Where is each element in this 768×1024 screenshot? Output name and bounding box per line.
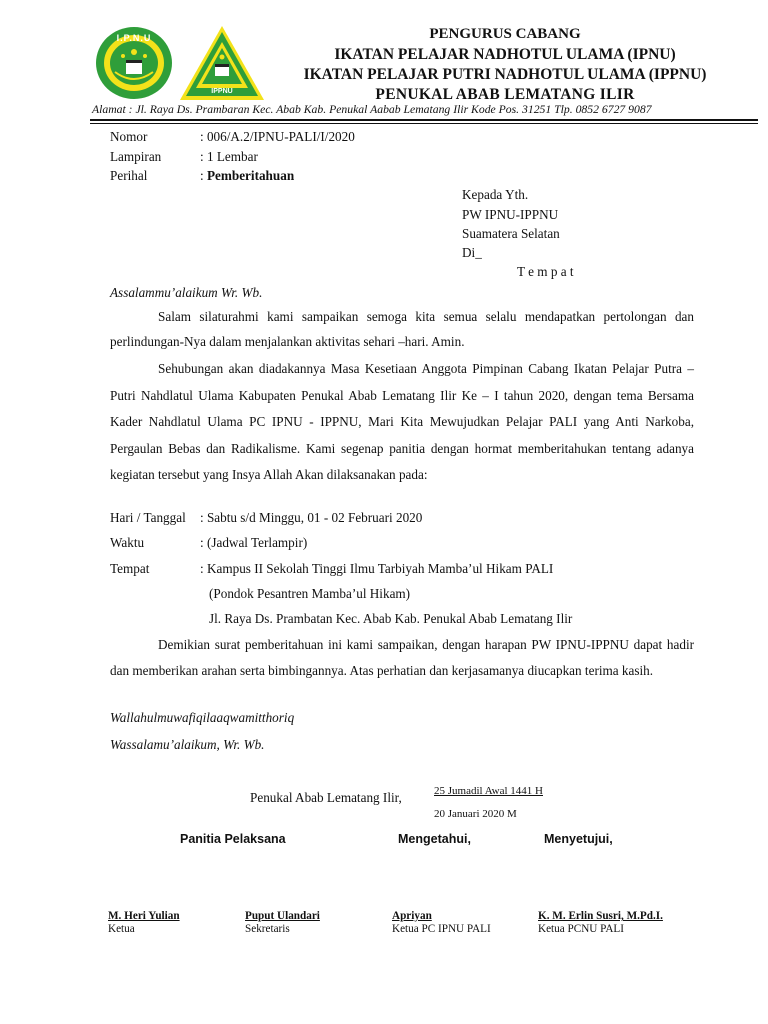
nomor-value: : 006/A.2/IPNU-PALI/I/2020 xyxy=(200,129,355,144)
hari-label: Hari / Tanggal xyxy=(110,510,186,525)
recipient-line-2: PW IPNU-IPPNU xyxy=(462,207,559,222)
date-masehi: 20 Januari 2020 M xyxy=(434,808,517,820)
paragraph-3-text: Demikian surat pemberitahuan ini kami sampaikan, dengan harapan PW IPNU-IPPNU dapat hadir dan memberikan arahan serta bimbingannya. Atas perhatian dan kerjasamanya diucapkan terima kasih. xyxy=(110,637,694,678)
nomor-label: Nomor xyxy=(110,129,148,144)
paragraph-1-text: Salam silaturahmi kami sampaikan semoga kita semua selalu mendapatkan pertolongan dan perlindungan-Nya dalam menjalankan aktivitas sehari –hari. Amin. xyxy=(110,309,694,349)
signatory-role: Ketua PC IPNU PALI xyxy=(392,923,491,935)
header-divider-thick xyxy=(90,119,758,121)
header-address: Alamat : Jl. Raya Ds. Prambaran Kec. Abab Kab. Penukal Aabab Lematang Ilir Kode Pos. 31251 Tlp. 0852 6727 9087 xyxy=(92,103,652,116)
ipnu-logo xyxy=(95,26,173,100)
tempat-value-2: (Pondok Pesantren Mamba’ul Hikam) xyxy=(209,586,411,601)
recipient-line-5: T e m p a t xyxy=(517,264,574,279)
tempat-label: Tempat xyxy=(110,561,150,576)
date-place: Penukal Abab Lematang Ilir, xyxy=(250,790,402,805)
header-line-3: IKATAN PELAJAR PUTRI NADHOTUL ULAMA (IPPNU) xyxy=(303,66,707,83)
lampiran-value: : 1 Lembar xyxy=(200,149,258,164)
signatory-name: Puput Ulandari xyxy=(245,910,320,922)
recipient-line-3: Suamatera Selatan xyxy=(462,226,560,241)
ippnu-logo xyxy=(178,24,266,102)
paragraph-3 xyxy=(110,632,694,684)
header-line-1: PENGURUS CABANG xyxy=(429,26,581,42)
menyetujui-heading: Menyetujui, xyxy=(544,832,613,846)
waktu-value: : (Jadwal Terlampir) xyxy=(200,535,308,550)
header-divider-thin xyxy=(90,123,758,124)
closing-2: Wassalamu’alaikum, Wr. Wb. xyxy=(110,737,265,752)
perihal-label: Perihal xyxy=(110,168,148,183)
ippnu-logo-text: IPPNU xyxy=(211,88,233,95)
date-hijri: 25 Jumadil Awal 1441 H xyxy=(434,785,543,797)
recipient-line-4: Di_ xyxy=(462,245,482,260)
lampiran-label: Lampiran xyxy=(110,149,162,164)
signatory-role: Sekretaris xyxy=(245,923,290,935)
mengetahui-heading: Mengetahui, xyxy=(398,832,471,846)
perihal-value: : Pemberitahuan xyxy=(200,168,295,183)
signatory-name: M. Heri Yulian xyxy=(108,910,180,922)
signatory-role: Ketua PCNU PALI xyxy=(538,923,624,935)
paragraph-2 xyxy=(110,356,694,489)
tempat-value-1: : Kampus II Sekolah Tinggi Ilmu Tarbiyah Mamba’ul Hikam PALI xyxy=(200,561,554,576)
hari-value: : Sabtu s/d Minggu, 01 - 02 Februari 2020 xyxy=(200,510,423,525)
signatory-role: Ketua xyxy=(108,923,135,935)
signatory-name: K. M. Erlin Susri, M.Pd.I. xyxy=(538,910,663,922)
closing-1: Wallahulmuwafiqilaaqwamitthoriq xyxy=(110,710,295,725)
ipnu-logo-text: I.P.N.U xyxy=(116,33,152,43)
greeting: Assalammu’alaikum Wr. Wb. xyxy=(110,285,263,300)
signatory-name: Apriyan xyxy=(392,910,432,922)
recipient-line-1: Kepada Yth. xyxy=(462,187,529,202)
panitia-heading: Panitia Pelaksana xyxy=(180,832,286,846)
tempat-value-3: Jl. Raya Ds. Prambatan Kec. Abab Kab. Penukal Abab Lematang Ilir xyxy=(209,611,573,626)
paragraph-1 xyxy=(110,305,694,354)
header-line-2: IKATAN PELAJAR NADHOTUL ULAMA (IPNU) xyxy=(334,46,676,63)
header-line-4: PENUKAL ABAB LEMATANG ILIR xyxy=(375,86,635,103)
paragraph-2-text: Sehubungan akan diadakannya Masa Kesetiaan Anggota Pimpinan Cabang Ikatan Pelajar Putra – Putri Nahdlatul Ulama Kabupaten Penukal Abab Lematang Ilir Ke – I tahun 2020, dengan tema Bersama Kader Nahdlatul Ulama PC IPNU - IPPNU, Mari Kita Mewujudkan Pelajar PALI yang Anti Narkoba, Pergaulan Bebas dan Radikalisme. Kami segenap panitia dengan hormat memberitahukan tentang adanya kegiatan tersebut yang Insya Allah Akan dilaksanakan pada: xyxy=(110,361,694,483)
waktu-label: Waktu xyxy=(110,535,145,550)
